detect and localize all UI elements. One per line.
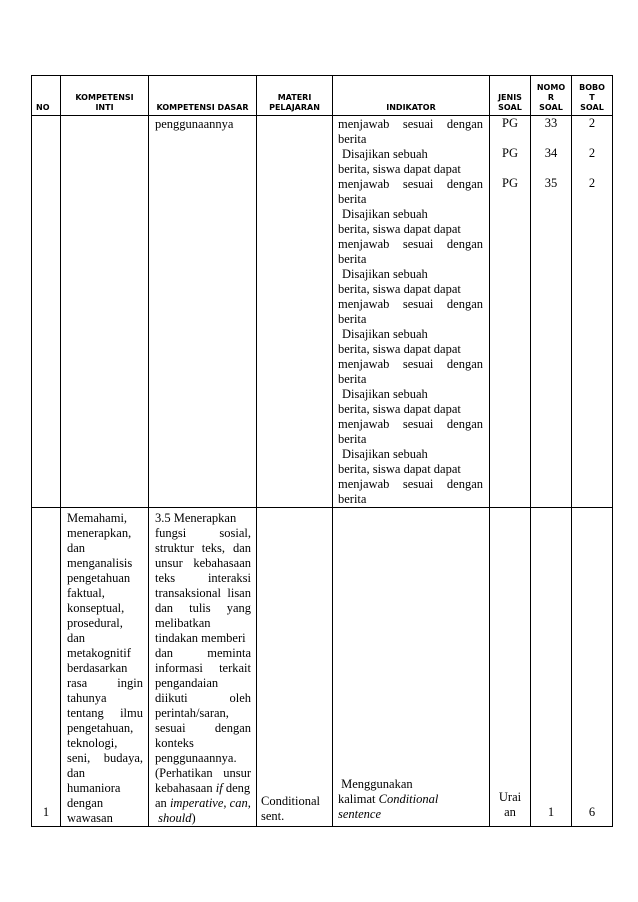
indikator-line: Menggunakan [341,777,413,791]
nomor-value: 35 [544,176,558,190]
header-indikator: INDIKATOR [333,76,490,116]
text-line: wawasan [67,811,113,825]
jenis-value: PG [502,176,518,190]
text-line: Disajikan sebuah [342,387,428,401]
text-line: dan [67,631,86,645]
text-line: menerapkan, [67,526,132,540]
text-line: dan [67,766,86,780]
text-line: menjawab sesuai dengan [338,297,483,311]
text-line: Memahami, [67,511,128,525]
cell-materi: Conditional sent. [257,508,333,827]
kd-line: should) [158,811,196,825]
text-line: berita [338,252,367,266]
cell-no [32,116,61,508]
text-line: pengetahuan [67,571,131,585]
text-line: menjawab sesuai dengan [338,417,483,431]
bobot-value: 2 [588,146,596,160]
text-line: transaksional lisan [155,586,251,600]
cell-kompetensi-inti [61,508,149,827]
text-line: informasi terkait [155,661,251,675]
text-line: tindakan memberi [155,631,246,645]
text-line: (Perhatikan unsur [155,766,251,780]
text-line: dan [67,541,86,555]
cell-nomor-soal: 1 [531,508,572,827]
header-nomor-soal: NOMO R SOAL [531,76,572,116]
text-line: berita [338,192,367,206]
indikator-lines [338,117,483,507]
text-line: dengan [67,796,104,810]
text-line: faktual, [67,586,105,600]
cell-kompetensi-dasar [149,508,257,827]
text-line: menjawab sesuai dengan [338,237,483,251]
text-line: menjawab sesuai dengan [338,357,483,371]
kd-line: an imperative, can, [155,796,251,810]
text-line: berita [338,492,367,506]
cell-indikator [333,508,490,827]
cell-nomor-soal [531,116,572,508]
text-line: Disajikan sebuah [342,267,428,281]
header-kompetensi-dasar: KOMPETENSI DASAR [149,76,257,116]
nomor-value: 33 [544,116,558,130]
text-line: 3.5 Menerapkan [155,511,237,525]
cell-bobot-soal: 6 [572,508,613,827]
text-line: Disajikan sebuah [342,147,428,161]
text-line: berita, siswa dapat dapat [338,282,461,296]
text-line: tentang ilmu [67,706,143,720]
text-line: Disajikan sebuah [342,327,428,341]
text-line: diikuti oleh [155,691,251,705]
kompetensi-dasar-lines [155,511,251,781]
text-line: seni, budaya, [67,751,143,765]
text-line: penggunaannya. [155,751,237,765]
text-line: berita [338,312,367,326]
jenis-value: PG [502,116,518,130]
text-line: berita [338,432,367,446]
text-line: fungsi sosial, [155,526,251,540]
cell-materi [257,116,333,508]
bobot-value: 2 [588,176,596,190]
text-line: berita [338,372,367,386]
text-line: pengetahuan, [67,721,134,735]
cell-jenis-soal: Urai an [490,508,531,827]
bobot-value: 2 [588,116,596,130]
text-line: prosedural, [67,616,123,630]
text-line: sesuai dengan [155,721,251,735]
jenis-value: PG [502,146,518,160]
cell-kompetensi-inti [61,116,149,508]
header-kompetensi-inti: KOMPETENSI INTI [61,76,149,116]
header-no: NO [32,76,61,116]
kompetensi-inti-lines [67,511,143,826]
text-line: menganalisis [67,556,133,570]
text-line: berita, siswa dapat dapat [338,342,461,356]
text-line: menjawab sesuai dengan [338,477,483,491]
text-line: menjawab sesuai dengan [338,117,483,131]
text-line: perintah/saran, [155,706,229,720]
cell-no: 1 [32,508,61,827]
cell-jenis-soal [490,116,531,508]
text-line: dan meminta [155,646,251,660]
header-materi: MATERI PELAJARAN [257,76,333,116]
text-line: unsur kebahasaan [155,556,251,570]
text-line: konteks [155,736,194,750]
text-line: berita, siswa dapat dapat [338,402,461,416]
question-grid-table [31,75,613,827]
text-line: metakognitif [67,646,131,660]
table-header-row [32,76,613,116]
text-line: Disajikan sebuah [342,447,428,461]
text-line: pengandaian [155,676,219,690]
text-line: berdasarkan [67,661,128,675]
header-jenis-soal: JENIS SOAL [490,76,531,116]
text-line: menjawab sesuai dengan [338,177,483,191]
text-line: teknologi, [67,736,118,750]
text-line: konseptual, [67,601,125,615]
indikator-line: kalimat Conditional [338,792,439,806]
text-line: rasa ingin [67,676,143,690]
cell-indikator [333,116,490,508]
table-row [32,508,613,827]
text-line: struktur teks, dan [155,541,251,555]
text-line: dan tulis yang [155,601,251,615]
table-row [32,116,613,508]
cell-kompetensi-dasar: penggunaannya [149,116,257,508]
cell-bobot-soal [572,116,613,508]
nomor-value: 34 [544,146,558,160]
kd-line: kebahasaan if deng [155,781,251,795]
indikator-line: sentence [338,807,382,821]
text-line: teks interaksi [155,571,251,585]
text-line: tahunya [67,691,107,705]
text-line: berita, siswa dapat dapat [338,462,461,476]
text-line: berita, siswa dapat dapat [338,222,461,236]
header-bobot-soal: BOBO T SOAL [572,76,613,116]
text-line: berita, siswa dapat dapat [338,162,461,176]
text-line: Disajikan sebuah [342,207,428,221]
text-line: berita [338,132,367,146]
text-line: melibatkan [155,616,211,630]
text-line: humaniora [67,781,121,795]
